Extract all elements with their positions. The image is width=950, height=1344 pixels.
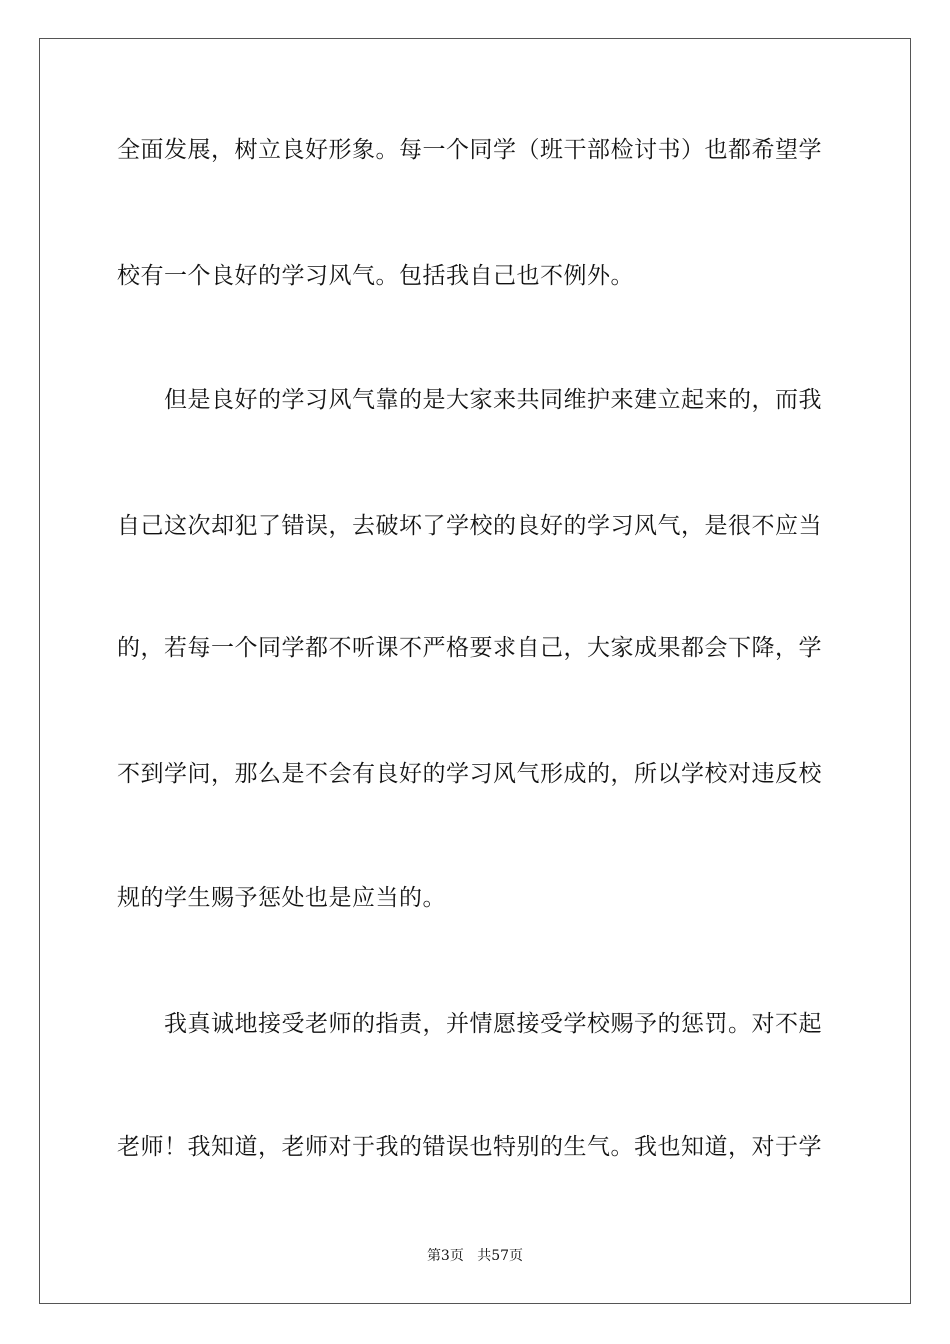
text-line: 老师！我知道，老师对于我的错误也特别的生气。我也知道，对于学	[117, 1134, 822, 1160]
page-frame	[39, 38, 911, 1304]
page-total: 共57页	[477, 1248, 524, 1264]
text-line: 但是良好的学习风气靠的是大家来共同维护来建立起来的，而我	[117, 387, 822, 413]
page-footer	[0, 1246, 950, 1266]
text-line: 我真诚地接受老师的指责，并情愿接受学校赐予的惩罚。对不起	[117, 1011, 822, 1037]
text-line: 不到学问，那么是不会有良好的学习风气形成的，所以学校对违反校	[117, 761, 822, 787]
text-line: 规的学生赐予惩处也是应当的。	[117, 885, 446, 911]
text-line: 的，若每一个同学都不听课不严格要求自己，大家成果都会下降，学	[117, 635, 822, 661]
text-line: 自己这次却犯了错误，去破坏了学校的良好的学习风气，是很不应当	[117, 513, 822, 539]
text-line: 全面发展，树立良好形象。每一个同学（班干部检讨书）也都希望学	[117, 137, 822, 163]
page-number: 第3页	[426, 1248, 464, 1264]
text-line: 校有一个良好的学习风气。包括我自己也不例外。	[117, 263, 634, 289]
